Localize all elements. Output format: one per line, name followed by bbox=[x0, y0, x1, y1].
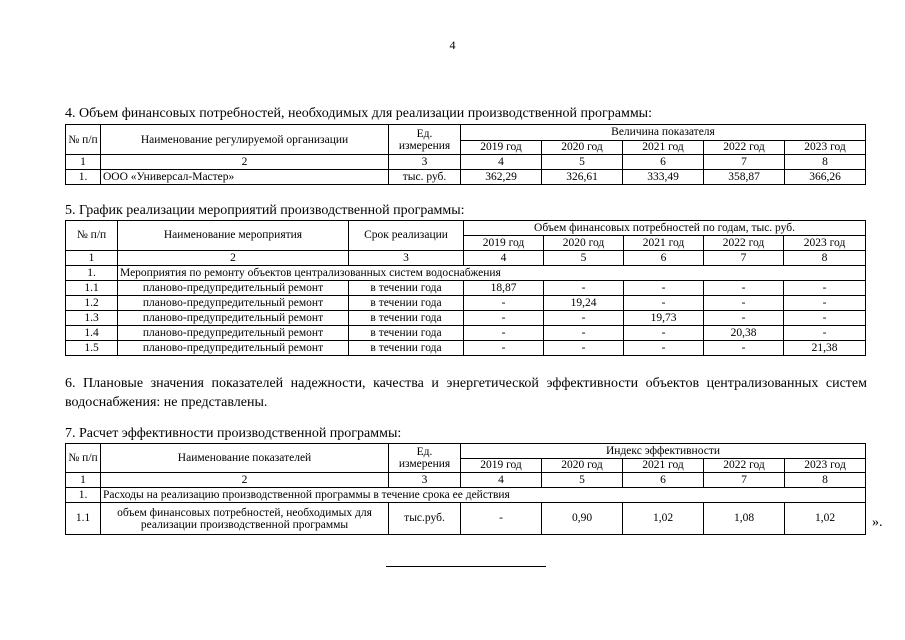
footer-divider bbox=[386, 566, 546, 567]
activity-name: планово-предупредительный ремонт bbox=[118, 341, 349, 356]
header-year: 2021 год bbox=[623, 459, 704, 473]
header-year: 2022 год bbox=[704, 141, 785, 155]
column-number: 6 bbox=[623, 473, 704, 488]
column-number: 6 bbox=[624, 251, 704, 266]
organization-name: ООО «Универсал-Мастер» bbox=[101, 170, 389, 185]
value-cell: - bbox=[704, 341, 784, 356]
header-year: 2022 год bbox=[704, 236, 784, 251]
value-cell: 19,73 bbox=[624, 311, 704, 326]
value-cell: 18,87 bbox=[464, 281, 544, 296]
column-number: 8 bbox=[785, 155, 866, 170]
value-cell: 0,90 bbox=[542, 503, 623, 535]
value-cell: - bbox=[544, 341, 624, 356]
column-number: 7 bbox=[704, 473, 785, 488]
group-number: 1. bbox=[66, 266, 118, 281]
unit-cell: тыс.руб. bbox=[389, 503, 461, 535]
header-term: Срок реализации bbox=[349, 221, 464, 251]
column-number: 8 bbox=[785, 473, 866, 488]
group-number: 1. bbox=[66, 488, 101, 503]
value-cell: - bbox=[624, 296, 704, 311]
row-number: 1.1 bbox=[66, 503, 101, 535]
value-cell: 366,26 bbox=[785, 170, 866, 185]
header-value: Индекс эффективности bbox=[461, 444, 866, 459]
value-cell: 1,02 bbox=[785, 503, 866, 535]
header-year: 2020 год bbox=[542, 141, 623, 155]
value-cell: - bbox=[544, 281, 624, 296]
value-cell: - bbox=[784, 281, 866, 296]
value-cell: 326,61 bbox=[542, 170, 623, 185]
activity-name: планово-предупредительный ремонт bbox=[118, 311, 349, 326]
value-cell: 20,38 bbox=[704, 326, 784, 341]
header-year: 2019 год bbox=[464, 236, 544, 251]
group-row bbox=[66, 266, 866, 281]
header-indicator: Наименование показателей bbox=[101, 444, 389, 473]
section-6-text: 6. Плановые значения показателей надежности, качества и энергетической эффективности объектов централизованных систем водоснабжения: не представлены. bbox=[65, 376, 867, 410]
activity-name: планово-предупредительный ремонт bbox=[118, 296, 349, 311]
group-title: Мероприятия по ремонту объектов централизованных систем водоснабжения bbox=[118, 266, 866, 281]
header-number: № п/п bbox=[66, 444, 101, 473]
value-cell: - bbox=[704, 296, 784, 311]
term-cell: в течении года bbox=[349, 296, 464, 311]
header-year: 2022 год bbox=[704, 459, 785, 473]
value-cell: 333,49 bbox=[623, 170, 704, 185]
value-cell: - bbox=[544, 311, 624, 326]
column-number: 7 bbox=[704, 251, 784, 266]
header-number: № п/п bbox=[66, 221, 118, 251]
column-number: 3 bbox=[389, 473, 461, 488]
column-number: 4 bbox=[464, 251, 544, 266]
header-year: 2021 год bbox=[624, 236, 704, 251]
column-number: 8 bbox=[784, 251, 866, 266]
group-title: Расходы на реализацию производственной программы в течение срока ее действия bbox=[101, 488, 866, 503]
column-number: 3 bbox=[349, 251, 464, 266]
column-number: 1 bbox=[66, 473, 101, 488]
row-number: 1.3 bbox=[66, 311, 118, 326]
table-row bbox=[66, 281, 866, 296]
schedule-table bbox=[65, 220, 866, 356]
column-number: 4 bbox=[461, 473, 542, 488]
table-row bbox=[66, 296, 866, 311]
column-number: 2 bbox=[101, 155, 389, 170]
header-activity: Наименование мероприятия bbox=[118, 221, 349, 251]
value-cell: 362,29 bbox=[461, 170, 542, 185]
column-number: 1 bbox=[66, 251, 118, 266]
value-cell: - bbox=[624, 326, 704, 341]
column-number: 3 bbox=[389, 155, 461, 170]
column-number: 2 bbox=[118, 251, 349, 266]
table-row bbox=[66, 503, 866, 535]
column-number: 1 bbox=[66, 155, 101, 170]
header-organization: Наименование регулируемой организации bbox=[101, 125, 389, 155]
column-number: 2 bbox=[101, 473, 389, 488]
header-unit: Ед. измерения bbox=[389, 125, 461, 155]
financial-needs-table bbox=[65, 124, 866, 185]
group-row bbox=[66, 488, 866, 503]
section-7-heading: 7. Расчет эффективности производственной программы: bbox=[65, 426, 402, 441]
header-year: 2019 год bbox=[461, 141, 542, 155]
term-cell: в течении года bbox=[349, 311, 464, 326]
value-cell: 21,38 bbox=[784, 341, 866, 356]
column-number: 5 bbox=[544, 251, 624, 266]
value-cell: - bbox=[704, 311, 784, 326]
value-cell: - bbox=[464, 311, 544, 326]
header-year: 2021 год bbox=[623, 141, 704, 155]
indicator-name: объем финансовых потребностей, необходимых для реализации производственной программы bbox=[101, 503, 389, 535]
value-cell: 358,87 bbox=[704, 170, 785, 185]
table-row bbox=[66, 170, 866, 185]
section-5-heading: 5. График реализации мероприятий производственной программы: bbox=[65, 203, 465, 218]
header-year: 2020 год bbox=[542, 459, 623, 473]
row-number: 1.5 bbox=[66, 341, 118, 356]
header-value: Величина показателя bbox=[461, 125, 866, 141]
term-cell: в течении года bbox=[349, 341, 464, 356]
value-cell: 1,02 bbox=[623, 503, 704, 535]
term-cell: в течении года bbox=[349, 281, 464, 296]
header-year: 2023 год bbox=[785, 459, 866, 473]
row-number: 1.2 bbox=[66, 296, 118, 311]
header-year: 2020 год bbox=[544, 236, 624, 251]
value-cell: - bbox=[624, 341, 704, 356]
page-number: 4 bbox=[449, 38, 456, 52]
value-cell: - bbox=[464, 341, 544, 356]
activity-name: планово-предупредительный ремонт bbox=[118, 281, 349, 296]
table-row bbox=[66, 341, 866, 356]
section-4-heading: 4. Объем финансовых потребностей, необходимых для реализации производственной программы: bbox=[65, 106, 652, 121]
term-cell: в течении года bbox=[349, 326, 464, 341]
header-value: Объем финансовых потребностей по годам, тыс. руб. bbox=[464, 221, 866, 236]
activity-name: планово-предупредительный ремонт bbox=[118, 326, 349, 341]
value-cell: - bbox=[704, 281, 784, 296]
value-cell: - bbox=[461, 503, 542, 535]
closing-quote: ». bbox=[872, 515, 883, 530]
header-year: 2023 год bbox=[785, 141, 866, 155]
unit-cell: тыс. руб. bbox=[389, 170, 461, 185]
header-year: 2019 год bbox=[461, 459, 542, 473]
header-number: № п/п bbox=[66, 125, 101, 155]
value-cell: - bbox=[784, 311, 866, 326]
efficiency-table bbox=[65, 443, 866, 535]
column-number: 5 bbox=[542, 473, 623, 488]
value-cell: - bbox=[464, 296, 544, 311]
value-cell: 19,24 bbox=[544, 296, 624, 311]
column-number: 7 bbox=[704, 155, 785, 170]
value-cell: - bbox=[784, 326, 866, 341]
column-number: 5 bbox=[542, 155, 623, 170]
row-number: 1.4 bbox=[66, 326, 118, 341]
row-number: 1.1 bbox=[66, 281, 118, 296]
row-number: 1. bbox=[66, 170, 101, 185]
value-cell: - bbox=[624, 281, 704, 296]
table-row bbox=[66, 326, 866, 341]
value-cell: 1,08 bbox=[704, 503, 785, 535]
value-cell: - bbox=[464, 326, 544, 341]
value-cell: - bbox=[544, 326, 624, 341]
column-number: 6 bbox=[623, 155, 704, 170]
header-year: 2023 год bbox=[784, 236, 866, 251]
table-row bbox=[66, 311, 866, 326]
value-cell: - bbox=[784, 296, 866, 311]
header-unit: Ед. измерения bbox=[389, 444, 461, 473]
column-number: 4 bbox=[461, 155, 542, 170]
